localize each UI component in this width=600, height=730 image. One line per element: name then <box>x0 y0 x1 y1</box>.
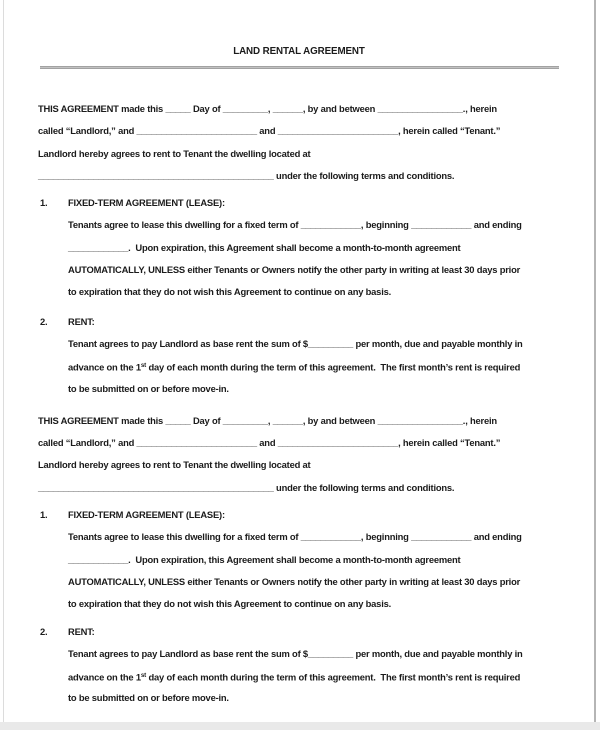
body-line-text: day of each month during the term of this agreement. The first month’s rent is required <box>146 361 521 373</box>
body-line: ____________. Upon expiration, this Agreement shall become a month-to-month agreement <box>68 241 461 253</box>
section-fixed-term-repeat <box>40 504 594 615</box>
intro-line: THIS AGREEMENT made this _____ Day of _________, ______, by and between _________________., herein <box>38 414 497 426</box>
section-body <box>68 214 594 303</box>
section-heading-row <box>40 621 594 643</box>
section-body <box>68 643 594 710</box>
section-number: 1. <box>40 197 48 209</box>
section-body <box>68 333 594 400</box>
intro-paragraph-repeat <box>38 410 594 499</box>
body-line: AUTOMATICALLY, UNLESS either Tenants or Owners notify the other party in writing at least 30 days prior <box>68 264 521 276</box>
section-number: 1. <box>40 509 48 521</box>
section-heading-row <box>40 311 594 333</box>
body-line-text: advance on the 1 <box>68 361 141 373</box>
intro-line: Landlord hereby agrees to rent to Tenant the dwelling located at <box>38 147 311 159</box>
document-page <box>3 0 596 722</box>
page-bottom-edge <box>0 722 600 730</box>
body-line: Tenant agrees to pay Landlord as base rent the sum of $_________ per month, due and payable monthly in <box>68 337 523 349</box>
section-heading-row <box>40 192 594 214</box>
body-line <box>68 355 594 377</box>
intro-paragraph <box>38 98 594 187</box>
body-line-text: day of each month during the term of this agreement. The first month’s rent is required <box>146 671 521 683</box>
body-line: Tenants agree to lease this dwelling for a fixed term of ____________, beginning ____________ and ending <box>68 219 522 231</box>
intro-line: _______________________________________________ under the following terms and conditions. <box>38 481 455 493</box>
title-divider-rule <box>40 66 559 69</box>
body-line: ____________. Upon expiration, this Agreement shall become a month-to-month agreement <box>68 553 461 565</box>
intro-line: _______________________________________________ under the following terms and conditions. <box>38 169 455 181</box>
section-fixed-term <box>40 192 594 303</box>
body-line <box>68 665 594 687</box>
body-line: Tenant agrees to pay Landlord as base rent the sum of $_________ per month, due and payable monthly in <box>68 647 523 659</box>
section-heading: RENT: <box>68 625 95 637</box>
document-title: LAND RENTAL AGREEMENT <box>233 46 365 57</box>
section-rent-repeat <box>40 621 594 710</box>
section-number: 2. <box>40 625 48 637</box>
body-line-text: advance on the 1 <box>68 671 141 683</box>
section-heading-row <box>40 504 594 526</box>
section-number: 2. <box>40 315 48 327</box>
intro-line: called “Landlord,” and ________________________ and ________________________, herein called “Tenant.” <box>38 437 501 449</box>
body-line: to expiration that they do not wish this Agreement to continue on any basis. <box>68 598 392 610</box>
body-line: Tenants agree to lease this dwelling for a fixed term of ____________, beginning ____________ and ending <box>68 531 522 543</box>
section-body <box>68 526 594 615</box>
intro-line: Landlord hereby agrees to rent to Tenant the dwelling located at <box>38 459 311 471</box>
section-heading: FIXED-TERM AGREEMENT (LEASE): <box>68 509 225 521</box>
intro-line: THIS AGREEMENT made this _____ Day of _________, ______, by and between _________________., herein <box>38 103 497 114</box>
section-heading: RENT: <box>68 315 95 327</box>
body-line: to be submitted on or before move-in. <box>68 382 229 394</box>
section-heading: FIXED-TERM AGREEMENT (LEASE): <box>68 197 225 209</box>
body-line: to be submitted on or before move-in. <box>68 692 229 704</box>
body-line: AUTOMATICALLY, UNLESS either Tenants or Owners notify the other party in writing at least 30 days prior <box>68 575 521 587</box>
intro-line: called “Landlord,” and ________________________ and ________________________, herein called “Tenant.” <box>38 125 501 137</box>
ordinal-superscript: st <box>140 672 147 680</box>
section-rent <box>40 311 594 400</box>
body-line: to expiration that they do not wish this Agreement to continue on any basis. <box>68 286 392 298</box>
ordinal-superscript: st <box>140 362 147 370</box>
